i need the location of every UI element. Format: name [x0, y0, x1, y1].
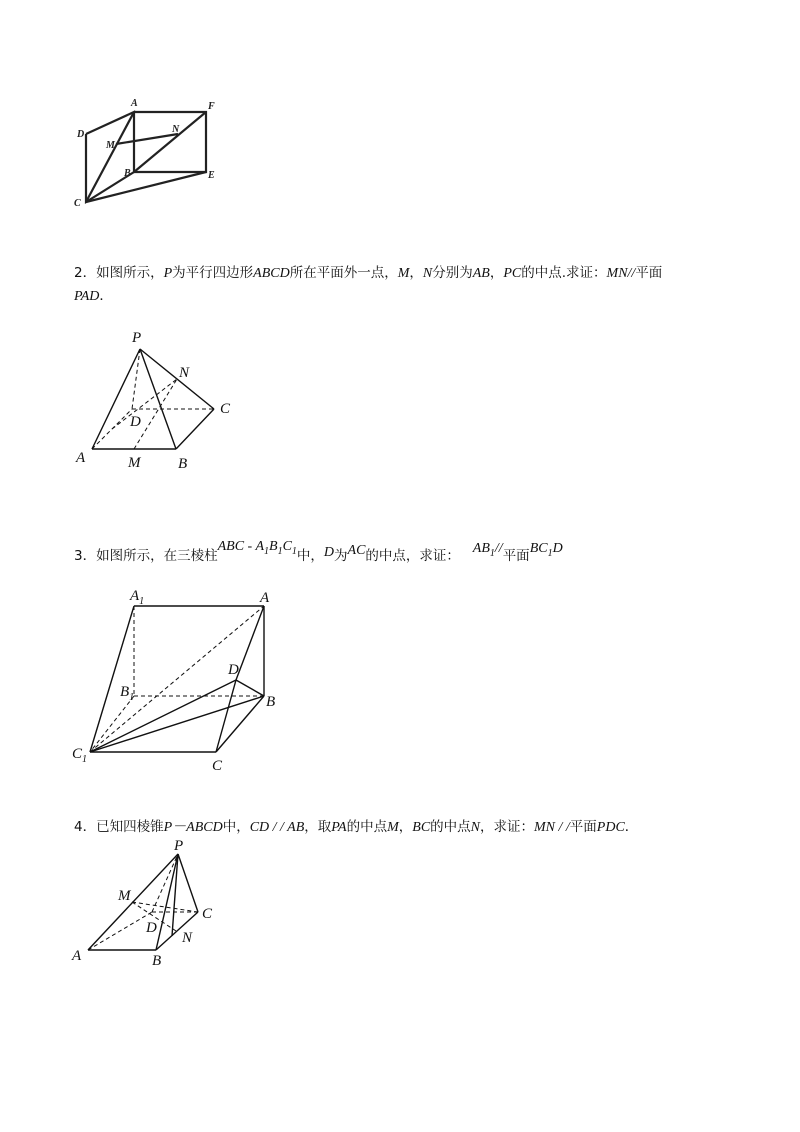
math: BC — [529, 541, 548, 556]
figure-3 — [68, 582, 298, 778]
text: ，求证： — [480, 819, 534, 835]
problem-number: 3． — [74, 548, 97, 564]
fig3-label-C1-sub: 1 — [82, 754, 88, 765]
fig3-label-A1 — [129, 588, 144, 607]
math: PC — [503, 266, 522, 281]
problem-4-text — [74, 816, 734, 839]
text: 如图所示， — [96, 265, 164, 281]
fig2-label-M: M — [128, 455, 141, 471]
text: 所在平面外一点， — [289, 265, 398, 281]
fig3-label-A1-sub: 1 — [139, 596, 145, 607]
text: 平面 — [502, 548, 530, 564]
figure-1 — [66, 92, 236, 216]
text: 为 — [334, 548, 348, 564]
math: MN / / — [534, 820, 570, 835]
fig1-label-M: M — [106, 140, 115, 151]
text: ， — [398, 819, 413, 835]
text: 分别为 — [432, 265, 473, 281]
text: 已知四棱锥 — [96, 819, 164, 835]
math — [529, 541, 563, 559]
fig4-label-A: A — [72, 948, 82, 964]
math: PAD — [74, 289, 100, 304]
problem-3-text — [74, 539, 734, 573]
fig2-label-B: B — [178, 456, 188, 472]
math: PDC — [596, 820, 625, 835]
text: 的中点 — [430, 819, 471, 835]
fig3-label-C1 — [72, 746, 87, 765]
problem-2-text — [74, 262, 734, 308]
fig3-label-B1-sub: 1 — [129, 692, 135, 703]
math: D — [323, 545, 335, 560]
figure-2-drawing — [72, 325, 252, 475]
text: 平面 — [569, 819, 597, 835]
math: N — [422, 266, 433, 281]
fig1-label-D: D — [77, 129, 85, 140]
figure-4-drawing — [68, 838, 238, 970]
problem-number: 2． — [74, 265, 97, 281]
math: AB — [472, 541, 490, 556]
math: ABC - A — [217, 539, 264, 554]
text: 平面 — [635, 265, 663, 281]
fig2-label-D: D — [130, 414, 141, 430]
text: 中， — [222, 819, 250, 835]
text: 如图所示，在三棱柱 — [96, 548, 218, 564]
subscript: 1 — [547, 547, 553, 559]
figure-1-drawing — [66, 92, 236, 216]
fig3-label-B: B — [266, 694, 276, 710]
text: 中， — [296, 548, 324, 564]
math: C — [282, 539, 292, 554]
text: 为平行四边形 — [172, 265, 254, 281]
fig1-label-C: C — [74, 198, 81, 209]
math: MN// — [606, 266, 636, 281]
text: ，取 — [304, 819, 332, 835]
fig4-label-P: P — [174, 838, 184, 854]
math: BC — [412, 820, 431, 835]
math: B — [269, 539, 278, 554]
math: AB — [472, 266, 490, 281]
fig1-label-E: E — [208, 170, 215, 181]
math: PA — [331, 820, 347, 835]
subscript: 1 — [277, 545, 283, 557]
math: M — [397, 266, 410, 281]
math — [217, 539, 297, 557]
fig2-label-A: A — [76, 450, 86, 466]
fig3-label-C1-letter: C — [72, 746, 83, 762]
fig4-label-N: N — [182, 930, 193, 946]
math — [472, 541, 503, 559]
math: P — [163, 266, 173, 281]
fig3-label-A: A — [260, 590, 270, 606]
fig3-label-B1-letter: B — [120, 684, 130, 700]
subscript: 1 — [291, 545, 297, 557]
text: 的中点，求证： — [365, 548, 460, 564]
figure-4 — [68, 838, 238, 970]
math: AC — [347, 543, 366, 558]
math: M — [387, 820, 399, 835]
math: CD / / AB — [249, 820, 305, 835]
fig4-label-D: D — [146, 920, 157, 936]
figure-3-drawing — [68, 582, 298, 778]
text: ， — [409, 265, 423, 281]
fig3-label-D: D — [228, 662, 239, 678]
subscript: 1 — [489, 547, 495, 559]
fig4-label-C: C — [202, 906, 213, 922]
fig1-label-N: N — [172, 124, 180, 135]
figure-2 — [72, 325, 252, 475]
text: 的中点 — [346, 819, 388, 835]
fig1-label-B: B — [124, 168, 131, 179]
fig3-label-B1 — [120, 684, 134, 703]
fig2-label-P: P — [132, 330, 142, 346]
text: 的中点.求证： — [521, 265, 607, 281]
fig3-label-A1-letter: A — [130, 588, 140, 604]
fig3-label-C: C — [212, 758, 223, 774]
fig1-label-F: F — [208, 101, 215, 112]
fig1-label-A: A — [131, 98, 138, 109]
math: P－ABCD — [163, 820, 223, 835]
fig4-label-M: M — [118, 888, 131, 904]
text: ． — [624, 819, 639, 835]
fig4-label-B: B — [152, 953, 162, 969]
math: D — [552, 541, 563, 556]
problem-number: 4． — [74, 819, 97, 835]
math: N — [470, 820, 480, 835]
text: ， — [489, 265, 504, 281]
math: ABCD — [253, 266, 290, 281]
fig2-label-C: C — [220, 401, 231, 417]
math: // — [494, 541, 503, 556]
fig2-label-N: N — [179, 365, 190, 381]
text: ． — [99, 288, 113, 304]
subscript: 1 — [264, 545, 269, 557]
